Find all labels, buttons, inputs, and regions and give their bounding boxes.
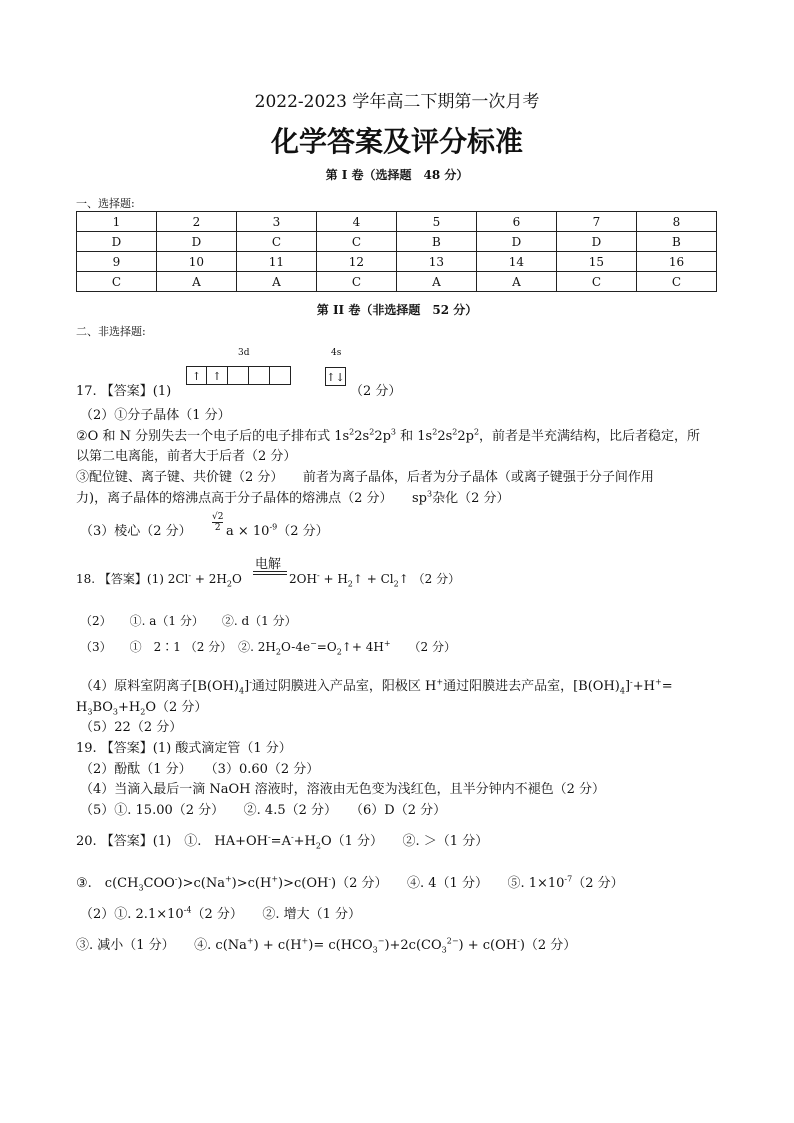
table-row (77, 252, 717, 272)
q18-line-1-left: 18. 【答案】(1) $2Cl^- + 2H_2O$ (76, 571, 242, 589)
table-cell: C (236, 232, 316, 252)
q17-line-4: 以第二电离能，前者大于后者（2 分） (76, 449, 297, 464)
q20-line-4: ③. 减小（1 分） ④. $c(Na^+) + c(H^+)= c(HCO_3^-)+2c(CO_3^{2-}) + c(OH^-)(2$ 分） (76, 936, 577, 955)
reaction-equals-line-bottom (253, 574, 287, 575)
table-cell: D (156, 232, 236, 252)
orbital-box (270, 366, 291, 385)
table-cell: C (316, 272, 396, 292)
table-cell: 4 (316, 212, 396, 232)
table-cell: 1 (77, 212, 157, 232)
orbital-box: ↑↓ (325, 367, 346, 386)
q18-line-2: （2） ①. a（1 分） ②. d（1 分） (80, 614, 297, 628)
table-row (77, 272, 717, 292)
table-row (77, 212, 717, 232)
q20-line-1: 20. 【答案】(1) ①. $HA+OH^-=A^-+H_2O(1$ 分） ②. ＞（1 分） (76, 832, 489, 851)
orbital-box (249, 366, 270, 385)
table-cell: A (396, 272, 476, 292)
orbital-diagram-3d (186, 366, 291, 385)
table-cell: C (556, 272, 636, 292)
q18-line-1-right: $2OH^- + H_2↑$ + $Cl_2↑$ （2 分） (289, 571, 461, 589)
table-cell: 11 (236, 252, 316, 272)
q18-line-4: （4）原料室阴离子$[B(OH)_4]^-$通过阴膜进入产品室，阳极区 H+通过阳膜进去产品室，$[B(OH)_4]^-+H^+=$ (80, 677, 673, 696)
part1-title: 第 I 卷（选择题 48 分） (325, 168, 469, 182)
table-cell: C (77, 272, 157, 292)
fraction-sqrt2-over-2: √2 2 (212, 512, 224, 533)
q17-line-6: 力)，离子晶体的熔沸点高于分子晶体的熔沸点（2 分） $sp^3$杂化（2 分） (76, 489, 510, 506)
table-row (77, 232, 717, 252)
q19-line-1: 19. 【答案】(1) 酸式滴定管（1 分） (76, 741, 292, 756)
orbital-diagram-4s (325, 366, 346, 386)
table-cell: C (636, 272, 716, 292)
table-cell: 16 (636, 252, 716, 272)
orbital-box (228, 366, 249, 385)
table-cell: 13 (396, 252, 476, 272)
table-cell: D (556, 232, 636, 252)
table-cell: B (396, 232, 476, 252)
q17-line-5: ③配位键、离子键、共价键（2 分） 前者为离子晶体，后者为分子晶体（或离子键强于分子间作用 (76, 470, 654, 485)
q18-line-6: （5）22（2 分） (80, 720, 183, 735)
answer-table (76, 211, 717, 292)
table-cell: 2 (156, 212, 236, 232)
table-cell: A (476, 272, 556, 292)
q17-line-3: ②O 和 N 分别失去一个电子后的电子排布式 $1s^22s^22p^3$ 和 $1s^22s^22p^2$，前者是半充满结构，比后者稳定，所 (76, 427, 701, 444)
table-cell: 3 (236, 212, 316, 232)
table-cell: B (636, 232, 716, 252)
orbital-label-4s: 4s (331, 348, 342, 358)
table-cell: A (236, 272, 316, 292)
q17-line-7-formula: $a \times 10^{-9}(2$ 分） (226, 522, 329, 539)
table-cell: 5 (396, 212, 476, 232)
q17-score-1: （2 分） (350, 384, 402, 399)
table-cell: C (316, 232, 396, 252)
table-cell: 7 (556, 212, 636, 232)
table-cell: D (77, 232, 157, 252)
section2-heading: 二、非选择题: (76, 325, 146, 338)
orbital-label-3d: 3d (238, 348, 250, 358)
q20-line-3: （2）①. $2.1\times 10^{-4}(2$ 分） ②. 增大（1 分） (80, 905, 362, 922)
document-title: 化学答案及评分标准 (270, 125, 523, 158)
q18-line-5: $H_3BO_3+H_2O(2$ 分） (76, 700, 208, 717)
table-cell: 6 (476, 212, 556, 232)
table-cell: 14 (476, 252, 556, 272)
q20-line-2: ③. $c(CH_3COO^-)>c(Na^+)>c(H^+)>c(OH^-)(2$ 分） ④. 4（1 分） ⑤. $1\times 10^{-7}(2$ 分） (76, 874, 624, 893)
table-cell: 8 (636, 212, 716, 232)
table-cell: 10 (156, 252, 236, 272)
table-cell: 9 (77, 252, 157, 272)
reaction-equals-line-top (253, 571, 287, 572)
q17-line-7: （3）棱心（2 分） (80, 524, 192, 539)
q18-line-3: （3） ① 2∶1 （2 分） ②. $2H_2O-4e^-=O_2↑+ 4H^+$ （2 分） (80, 639, 456, 657)
orbital-box: ↑ (186, 366, 207, 385)
exam-title: 2022-2023 学年高二下期第一次月考 (254, 92, 540, 112)
electrolysis-condition: 电解 (255, 557, 282, 572)
table-cell: D (476, 232, 556, 252)
orbital-box: ↑ (207, 366, 228, 385)
q19-line-4: （5）①. 15.00（2 分） ②. 4.5（2 分） （6）D（2 分） (80, 803, 447, 818)
q17-answer-lead: 17. 【答案】(1) (76, 384, 172, 399)
table-cell: 15 (556, 252, 636, 272)
q17-line-2: （2）①分子晶体（1 分） (80, 408, 231, 423)
section1-heading: 一、选择题: (76, 197, 135, 210)
q19-line-3: （4）当滴入最后一滴 NaOH 溶液时，溶液由无色变为浅红色，且半分钟内不褪色（2 分） (80, 782, 606, 797)
q19-line-2: （2）酚酞（1 分） （3）0.60（2 分） (80, 762, 320, 777)
table-cell: A (156, 272, 236, 292)
part2-title: 第 II 卷（非选择题 52 分） (316, 303, 478, 317)
table-cell: 12 (316, 252, 396, 272)
